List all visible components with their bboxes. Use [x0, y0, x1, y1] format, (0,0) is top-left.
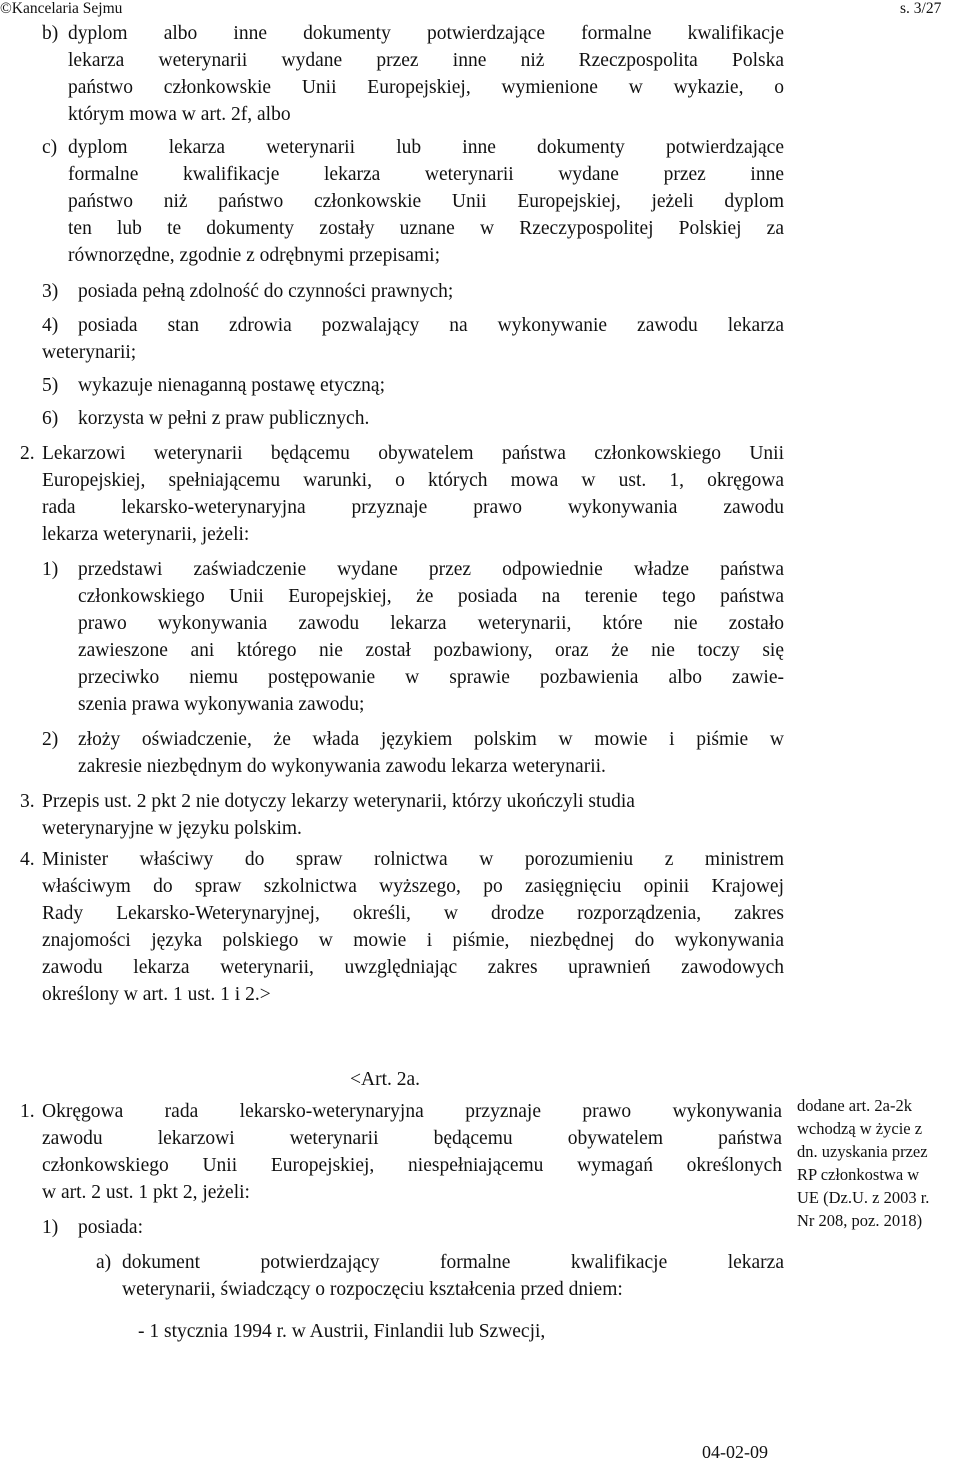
item-c-line: ten lub te dokumenty zostały uznane w Rzeczypospolitej Polskiej za: [68, 218, 784, 239]
item-3-text: posiada pełną zdolność do czynności prawnych;: [78, 281, 454, 302]
item-c-line: formalne kwalifikacje lekarza weterynarii wydane przez inne: [68, 164, 784, 185]
item-4-marker: 4): [42, 315, 59, 336]
item-c-line: państwo niż państwo członkowskie Unii Europejskiej, jeżeli dyplom: [68, 191, 784, 212]
art-2a-item-1-marker: 1): [42, 1217, 59, 1238]
header-source: ©Kancelaria Sejmu: [0, 0, 123, 17]
footer-date: 04-02-09: [702, 1442, 768, 1462]
para-2-line: rada lekarsko-weterynaryjna przyznaje prawo wykonywania zawodu: [42, 497, 784, 518]
para-2-item-2-marker: 2): [42, 729, 59, 750]
para-4-marker: 4.: [20, 849, 35, 870]
item-b-line: którym mowa w art. 2f, albo: [68, 104, 291, 125]
para-2-item-1-line: prawo wykonywania zawodu lekarza weterynarii, które nie zostało: [78, 613, 784, 634]
para-2-item-1-line: szenia prawa wykonywania zawodu;: [78, 694, 365, 715]
art-2a-para-1-marker: 1.: [20, 1101, 35, 1122]
item-6-text: korzysta w pełni z praw publicznych.: [78, 408, 370, 429]
para-3-line: Przepis ust. 2 pkt 2 nie dotyczy lekarzy weterynarii, którzy ukończyli studia: [42, 791, 635, 812]
art-2a-item-1-text: posiada:: [78, 1217, 143, 1238]
para-4-line: Rady Lekarsko-Weterynaryjnej, określi, w drodze rozporządzenia, zakres: [42, 903, 784, 924]
para-4-line: znajomości języka polskiego w mowie i piśmie, niezbędnej do wykonywania: [42, 930, 784, 951]
art-2a-para-1-line: Okręgowa rada lekarsko-weterynaryjna przyznaje prawo wykonywania: [42, 1101, 782, 1122]
art-2a-para-1-line: w art. 2 ust. 1 pkt 2, jeżeli:: [42, 1182, 250, 1203]
para-2-line: lekarza weterynarii, jeżeli:: [42, 524, 250, 545]
margin-note-line: dn. uzyskania przez: [797, 1142, 928, 1161]
item-5-marker: 5): [42, 375, 59, 396]
margin-note-line: dodane art. 2a-2k: [797, 1096, 912, 1115]
item-5-text: wykazuje nienaganną postawę etyczną;: [78, 375, 385, 396]
item-3-marker: 3): [42, 281, 59, 302]
para-3-marker: 3.: [20, 791, 35, 812]
item-b-line: państwo członkowskie Unii Europejskiej, wymienione w wykazie, o: [68, 77, 784, 98]
item-4-line: posiada stan zdrowia pozwalający na wykonywanie zawodu lekarza: [78, 315, 784, 336]
art-2a-para-1-line: zawodu lekarzowi weterynarii będącemu obywatelem państwa: [42, 1128, 782, 1149]
margin-note-line: RP członkostwa w: [797, 1165, 920, 1184]
dash-list-item: - 1 stycznia 1994 r. w Austrii, Finlandii lub Szwecji,: [138, 1321, 546, 1342]
para-4-line: właściwym do spraw szkolnictwa wyższego, po zasięgnięciu opinii Krajowej: [42, 876, 784, 897]
item-b-line: lekarza weterynarii wydane przez inne niż Rzeczpospolita Polska: [68, 50, 784, 71]
para-4-line: zawodu lekarza weterynarii, uwzględniając zakres uprawnień zawodowych: [42, 957, 784, 978]
para-2-item-1-line: przedstawi zaświadczenie wydane przez odpowiednie władze państwa: [78, 559, 784, 580]
para-4-line: określony w art. 1 ust. 1 i 2.>: [42, 984, 271, 1005]
header-page-number: s. 3/27: [900, 0, 942, 17]
item-6-marker: 6): [42, 408, 59, 429]
item-4-line: weterynarii;: [42, 342, 137, 363]
item-c-line: dyplom lekarza weterynarii lub inne dokumenty potwierdzające: [68, 137, 784, 158]
para-2-item-2-line: zakresie niezbędnym do wykonywania zawodu lekarza weterynarii.: [78, 756, 606, 777]
art-2a-item-a-line: dokument potwierdzający formalne kwalifikacje lekarza: [122, 1252, 784, 1273]
para-4-line: Minister właściwy do spraw rolnictwa w porozumieniu z ministrem: [42, 849, 784, 870]
para-2-item-1-marker: 1): [42, 559, 59, 580]
item-c-marker: c): [42, 137, 58, 158]
para-2-item-2-line: złoży oświadczenie, że włada językiem polskim w mowie i piśmie w: [78, 729, 784, 750]
para-2-marker: 2.: [20, 443, 35, 464]
art-2a-para-1-line: członkowskiego Unii Europejskiej, niespełniającemu wymagań określonych: [42, 1155, 782, 1176]
item-b-line: dyplom albo inne dokumenty potwierdzające formalne kwalifikacje: [68, 23, 784, 44]
art-2a-item-a-marker: a): [96, 1252, 112, 1273]
art-2a-item-a-line: weterynarii, świadczący o rozpoczęciu kształcenia przed dniem:: [122, 1279, 623, 1300]
para-2-item-1-line: członkowskiego Unii Europejskiej, że posiada na terenie tego państwa: [78, 586, 784, 607]
para-2-line: Lekarzowi weterynarii będącemu obywatelem państwa członkowskiego Unii: [42, 443, 784, 464]
para-3-line: weterynaryjne w języku polskim.: [42, 818, 302, 839]
margin-note-line: UE (Dz.U. z 2003 r.: [797, 1188, 930, 1207]
item-b-marker: b): [42, 23, 59, 44]
para-2-line: Europejskiej, spełniającemu warunki, o których mowa w ust. 1, okręgowa: [42, 470, 784, 491]
para-2-item-1-line: zawieszone ani którego nie został pozbawiony, oraz że nie toczy się: [78, 640, 784, 661]
margin-note-line: wchodzą w życie z: [797, 1119, 923, 1138]
item-c-line: równorzędne, zgodnie z odrębnymi przepisami;: [68, 245, 440, 266]
article-heading: <Art. 2a.: [350, 1069, 421, 1090]
margin-note-line: Nr 208, poz. 2018): [797, 1211, 923, 1230]
para-2-item-1-line: przeciwko niemu postępowanie w sprawie pozbawienia albo zawie-: [78, 667, 784, 688]
